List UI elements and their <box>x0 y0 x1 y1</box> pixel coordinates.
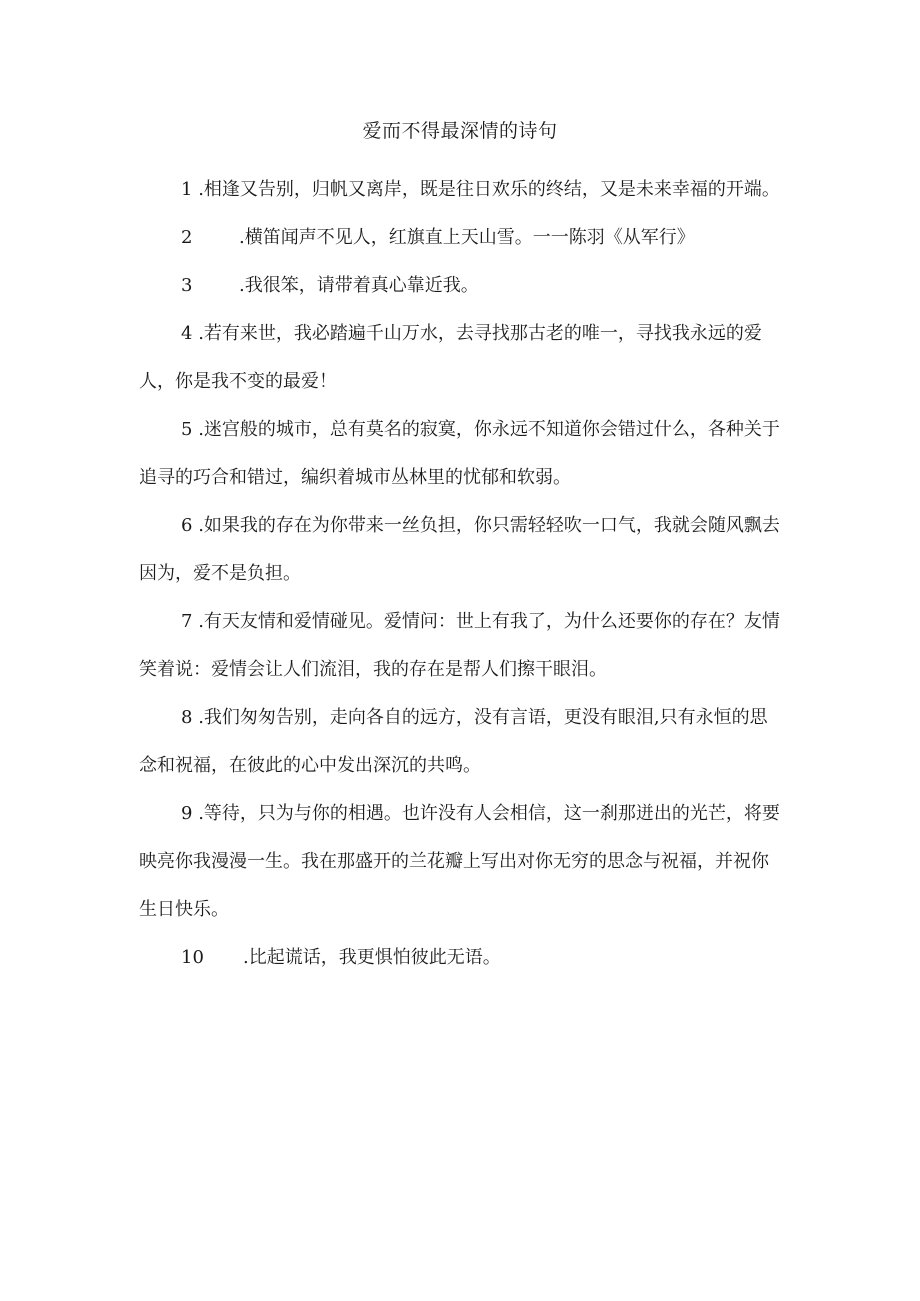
item-text: .我很笨，请带着真心靠近我。 <box>239 275 479 296</box>
item-number: 8 <box>181 707 193 728</box>
page-title: 爱而不得最深情的诗句 <box>362 120 558 142</box>
item-text: .我们匆匆告别，走向各自的远方，没有言语，更没有眼泪,只有永恒的思念和祝福，在彼此的心中发出深沉的共鸣。 <box>139 707 768 776</box>
item-text: .若有来世，我必踏遍千山万水，去寻找那古老的唯一，寻找我永远的爱人，你是我不变的最爱！ <box>139 323 762 392</box>
item-number: 3 <box>181 275 193 296</box>
item-number: 9 <box>181 803 193 824</box>
item-number: 10 <box>181 947 204 968</box>
item-text: .有天友情和爱情碰见。爱情问：世上有我了，为什么还要你的存在？友情笑着说：爱情会让人们流泪，我的存在是帮人们擦干眼泪。 <box>139 611 780 680</box>
list-item <box>139 934 784 982</box>
item-text: .比起谎话，我更惧怕彼此无语。 <box>243 947 501 968</box>
item-text: .如果我的存在为你带来一丝负担，你只需轻轻吹一口气，我就会随风飘去因为，爱不是负担。 <box>139 515 780 584</box>
list-item <box>139 406 784 502</box>
list-item <box>139 166 784 214</box>
item-number: 7 <box>181 611 193 632</box>
list-item <box>139 694 784 790</box>
list-item <box>139 310 784 406</box>
item-text: .等待，只为与你的相遇。也许没有人会相信，这一刹那迸出的光芒，将要映亮你我漫漫一生。我在那盛开的兰花瓣上写出对你无穷的思念与祝福，并祝你生日快乐。 <box>139 803 780 920</box>
item-text: .横笛闻声不见人，红旗直上天山雪。一一陈羽《从军行》 <box>239 227 695 248</box>
item-number: 4 <box>181 323 193 344</box>
item-number: 2 <box>181 227 193 248</box>
item-number: 6 <box>181 515 193 536</box>
list-item <box>139 598 784 694</box>
item-text: .迷宫般的城市，总有莫名的寂寞，你永远不知道你会错过什么，各种关于追寻的巧合和错过，编织着城市丛林里的忧郁和软弱。 <box>139 419 780 488</box>
list-item <box>139 214 784 262</box>
list-item <box>139 262 784 310</box>
item-number: 5 <box>181 419 193 440</box>
list-item <box>139 502 784 598</box>
item-number: 1 <box>181 179 193 200</box>
item-text: .相逢又告别，归帆又离岸，既是往日欢乐的终结，又是未来幸福的开端。 <box>198 179 780 200</box>
poem-list <box>139 166 784 982</box>
list-item <box>139 790 784 934</box>
